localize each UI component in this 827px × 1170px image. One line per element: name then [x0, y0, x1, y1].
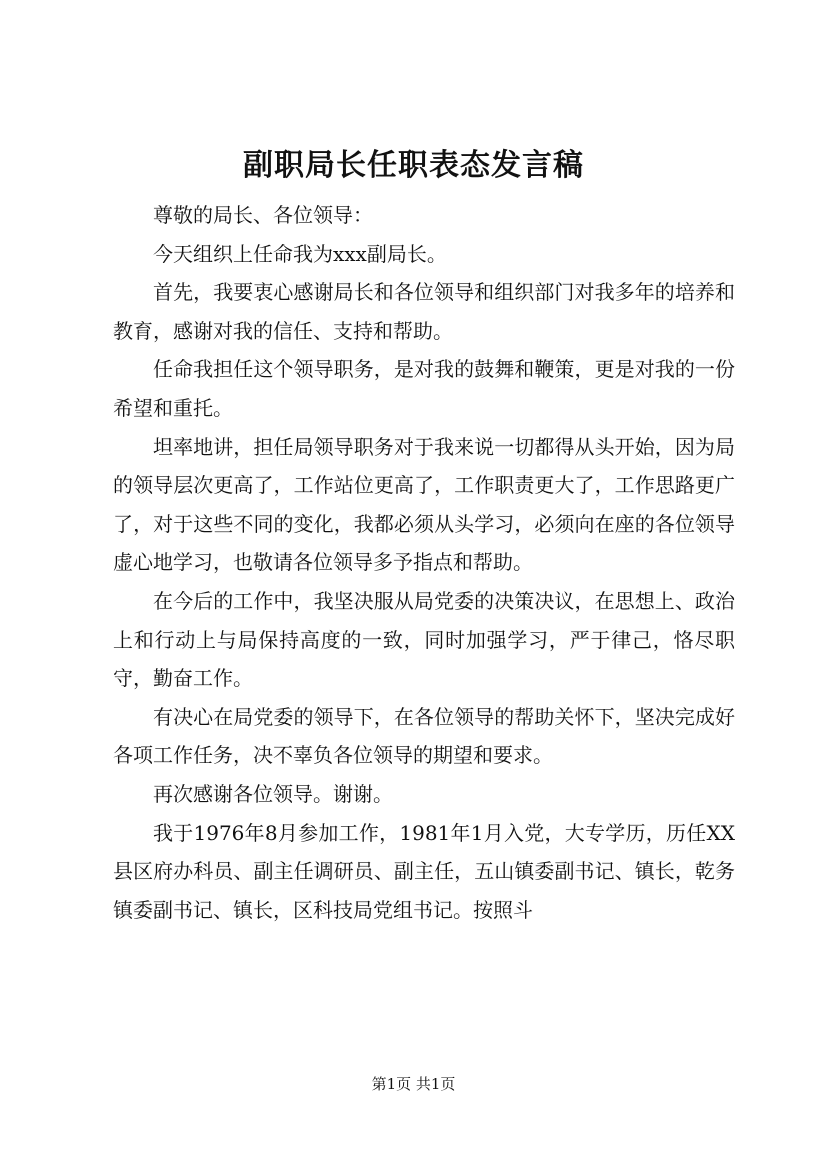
paragraph: 首先，我要衷心感谢局长和各位领导和组织部门对我多年的培养和教育，感谢对我的信任、支持和帮助。 [113, 280, 735, 343]
paragraph: 在今后的工作中，我坚决服从局党委的决策决议，在思想上、政治上和行动上与局保持高度的一致，同时加强学习，严于律己，恪尽职守，勤奋工作。 [113, 588, 735, 691]
document-title: 副职局长任职表态发言稿 [243, 148, 584, 183]
page-number-footer: 第1页 共1页 [371, 1075, 456, 1093]
paragraph-salutation: 尊敬的局长、各位领导： [153, 203, 373, 227]
paragraph: 再次感谢各位领导。谢谢。 [153, 781, 393, 806]
document-body [113, 196, 735, 929]
paragraph: 坦率地讲，担任局领导职务对于我来说一切都得从头开始，因为局的领导层次更高了，工作站位更高了，工作职责更大了，工作思路更广了，对于这些不同的变化，我都必须从头学习，必须向在座的各位领导虚心地学习，也敬请各位领导多予指点和帮助。 [113, 434, 735, 575]
paragraph: 今天组织上任命我为xxx副局长。 [153, 241, 447, 266]
paragraph: 我于1976年8月参加工作，1981年1月入党，大专学历，历任XX县区府办科员、副主任调研员、副主任，五山镇委副书记、镇长，乾务镇委副书记、镇长，区科技局党组书记。按照斗 [113, 820, 735, 922]
paragraph: 任命我担任这个领导职务，是对我的鼓舞和鞭策，更是对我的一份希望和重托。 [113, 357, 735, 420]
paragraph: 有决心在局党委的领导下，在各位领导的帮助关怀下，坚决完成好各项工作任务，决不辜负各位领导的期望和要求。 [113, 704, 735, 768]
